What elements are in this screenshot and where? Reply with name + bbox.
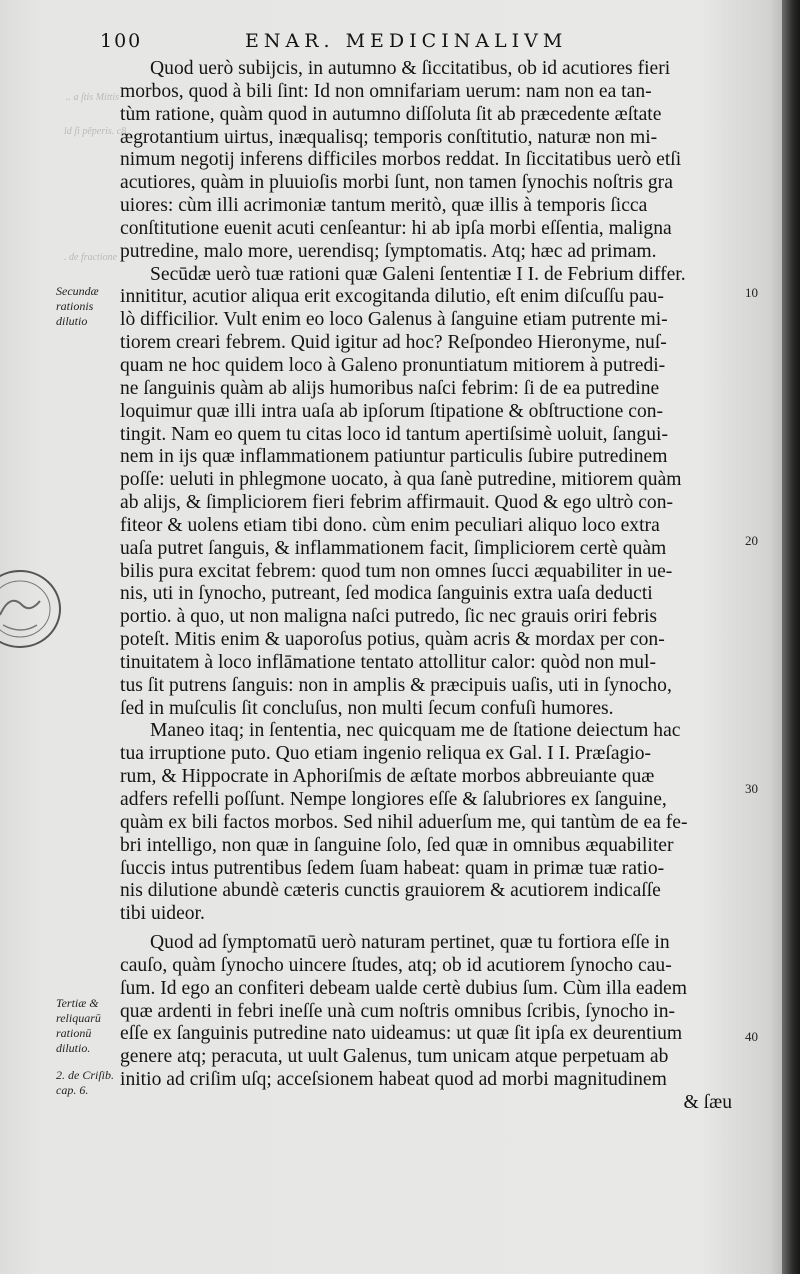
text-line: tua irruptione puto. Quo etiam ingenio reliqua ex Gal. I I. Præſagio- (120, 743, 652, 765)
bleed-through-text: ld ſi pēperis. c8 (64, 126, 127, 137)
margin-note: Tertiæ & reliquarū rationū dilutio. (56, 996, 101, 1055)
folio-number: 100 (100, 30, 143, 52)
text-line: tingit. Nam eo quem tu citas loco id tantum apertiſsimè uoluit, ſangui- (120, 423, 668, 445)
text-line: cauſo, quàm ſynocho uincere ſtudes, atq; ob id acutiorem ſynocho cau- (120, 954, 672, 976)
text-line: tùm ratione, quàm quod in autumno diſſoluta ſit ab præcedente æſtate (120, 103, 662, 125)
text-line: poteſt. Mitis enim & uaporoſus potius, quàm acris & mordax per con- (120, 629, 665, 651)
text-line: adfers refelli poſſunt. Nempe longiores eſſe & ſalubriores ex ſanguine, (120, 789, 667, 810)
margin-note: 2. de Criſib. cap. 6. (56, 1068, 115, 1097)
catchword: & ſæu (683, 1091, 732, 1113)
line-number: 10 (745, 285, 758, 300)
text-line: Secūdæ uerò tuæ rationi quæ Galeni ſententiæ I I. de Febrium differ. (150, 263, 686, 285)
text-line: rum, & Hippocrate in Aphoriſmis de æſtate morbos abbreuiante quæ (120, 766, 655, 788)
running-title: ENAR. MEDICINALIVM (245, 30, 568, 52)
text-line: lò difficilior. Vult enim eo loco Galenus à ſanguine etiam putrente mi- (120, 309, 668, 331)
text-line: innititur, acutior aliqua erit excogitanda dilutio, eſt enim diſcuſſu pau- (120, 286, 664, 308)
library-stamp (0, 565, 68, 653)
line-number: 20 (745, 533, 758, 548)
text-line: ægrotantium uirtus, inæqualisq; temporis conſtitutio, naturæ non mi- (120, 126, 658, 148)
text-line: ab alijs, & ſimpliciorem fieri febrim affirmauit. Quod & ego ultrò con- (120, 492, 674, 514)
text-line: ſuccis intus putrentibus ſedem ſuam habeat: quam in primæ tuæ ratio- (120, 857, 665, 879)
text-line: uaſa putret ſanguis, & inflammationem facit, ſimpliciorem certè quàm (120, 537, 667, 559)
text-line: tus ſit putrens ſanguis: non in amplis & præcipuis uaſis, uti in ſynocho, (120, 674, 672, 696)
text-line: quam ne hoc quidem loco à Galeno pronuntiatum mitiorem à putredi- (120, 354, 666, 376)
text-line: quæ ardenti in febri ineſſe unà cum noſtris omnibus ſcribis, ſynocho in- (120, 1000, 676, 1022)
text-line: acutiores, quàm in pluuioſis morbi ſunt, non tamen ſynochis noſtris gra (120, 172, 673, 194)
page-header (100, 30, 620, 52)
text-line: initio ad criſim uſq; acceſsionem habeat quod ad morbi magnitudinem (120, 1069, 667, 1091)
line-number: 40 (745, 1029, 758, 1044)
text-line: loquimur quæ illi intra uaſa ab ipſorum ſtipatione & obſtructione con- (120, 400, 664, 422)
text-line: portio. à quo, ut non maligna naſci putredo, ſic nec grauis oriri febris (120, 606, 658, 628)
text-line: nis dilutione abundè cæteris cunctis grauiorem & acutiorem indicaſſe (120, 880, 661, 902)
text-body (120, 58, 740, 1115)
text-line: morbos, quod à bili ſint: Id non omnifariam uerum: nam non ea tan- (120, 80, 652, 102)
margin-note: Secundæ rationis dilutio (56, 284, 99, 328)
text-line: conſtitutione euenit acuti cenſeantur: hi ab ipſa morbi eſſentia, maligna (120, 217, 672, 239)
text-line: fiteor & uolens etiam tibi dono. cùm enim peculiari aliquo loco extra (120, 514, 660, 536)
text-line: eſſe ex ſanguinis putredine nato uideamus: ut quæ ſit ipſa ex deurentium (120, 1023, 683, 1045)
text-line: Maneo itaq; in ſententia, nec quicquam me de ſtatione deiectum hac (150, 720, 681, 742)
text-line: ſed in muſculis ſit concluſus, non multi ſecum confuſi humores. (120, 697, 614, 719)
bleed-through-text: . de fractione (64, 252, 118, 263)
text-line: genere atq; peracuta, ut uult Galenus, tum unicam atque perpetuam ab (120, 1046, 669, 1068)
text-line: uiores: cùm illi acrimoniæ tantum meritò, quæ illis à temporis ſicca (120, 195, 648, 217)
line-number: 30 (745, 781, 758, 796)
text-line: nis, uti in ſynocho, putreant, ſed modica ſanguinis extra uaſa deducti (120, 583, 653, 605)
text-line: tibi uideor. (120, 903, 205, 925)
text-line: quàm ex bili factos morbos. Sed nihil aduerſum me, qui tantùm de ea fe- (120, 811, 688, 833)
text-line: tiorem creari febrem. Quid igitur ad hoc? Reſpondeo Hieronyme, nuſ- (120, 332, 667, 354)
text-line: ſum. Id ego an confiteri debeam ualde certè dubius ſum. Cùm illa eadem (120, 977, 687, 999)
text-line: bri intelligo, non quæ in ſanguine ſolo, ſed quæ in omnibus æquabiliter (120, 834, 674, 856)
text-line: poſſe: ueluti in phlegmone uocato, à qua ſanè putredine, mitiorem quàm (120, 469, 682, 491)
text-line: Quod ad ſymptomatū uerò naturam pertinet, quæ tu fortiora eſſe in (150, 932, 670, 954)
text-line: nimum negotij inferens difficiles morbos reddat. In ſiccitatibus uerò etſi (120, 149, 682, 171)
binding-gutter (782, 0, 800, 1274)
text-line: Quod uerò subijcis, in autumno & ſiccitatibus, ob id acutiores fieri (150, 58, 671, 79)
text-line: nem in ijs quæ inflammationem patiuntur particulis ſubire putredinem (120, 446, 668, 468)
text-line: putredine, malo more, uerendisq; ſymptomatis. Atq; hæc ad primam. (120, 240, 657, 262)
bleed-through-text: .. a ſtis Mittis (66, 92, 120, 103)
text-line: bilis pura excitat febrem: quod tum non omnes ſucci æquabiliter in ue- (120, 560, 673, 582)
text-line: tinuitatem à loco inflāmatione tentato attollitur calor: quòd non mul- (120, 651, 656, 673)
text-line: ne ſanguinis quàm ab alijs humoribus naſci febrim: ſi de ea putredine (120, 377, 660, 399)
